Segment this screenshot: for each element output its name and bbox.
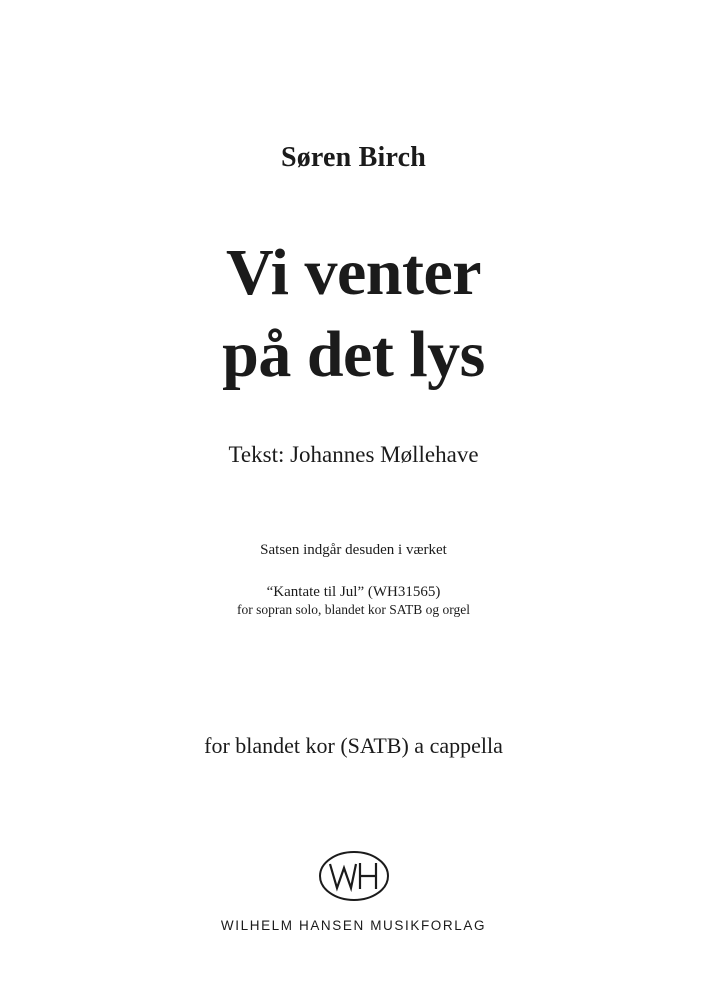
publisher-name: WILHELM HANSEN MUSIKFORLAG (220, 918, 487, 933)
note-scoring: for sopran solo, blandet kor SATB og orgel (237, 602, 470, 617)
work-title (0, 232, 707, 396)
note-intro: Satsen indgår desuden i værket (260, 542, 447, 558)
wh-logo-icon (318, 850, 390, 902)
scoring-line: for blandet kor (SATB) a cappella (204, 733, 503, 758)
publisher-logo (318, 850, 390, 902)
work-title-line-1: Vi venter (225, 236, 482, 309)
composer-name: Søren Birch (280, 142, 427, 173)
lyricist-credit: Tekst: Johannes Møllehave (228, 442, 479, 467)
note-work: “Kantate til Jul” (WH31565) (266, 584, 441, 600)
work-title-line-2: på det lys (222, 318, 485, 391)
